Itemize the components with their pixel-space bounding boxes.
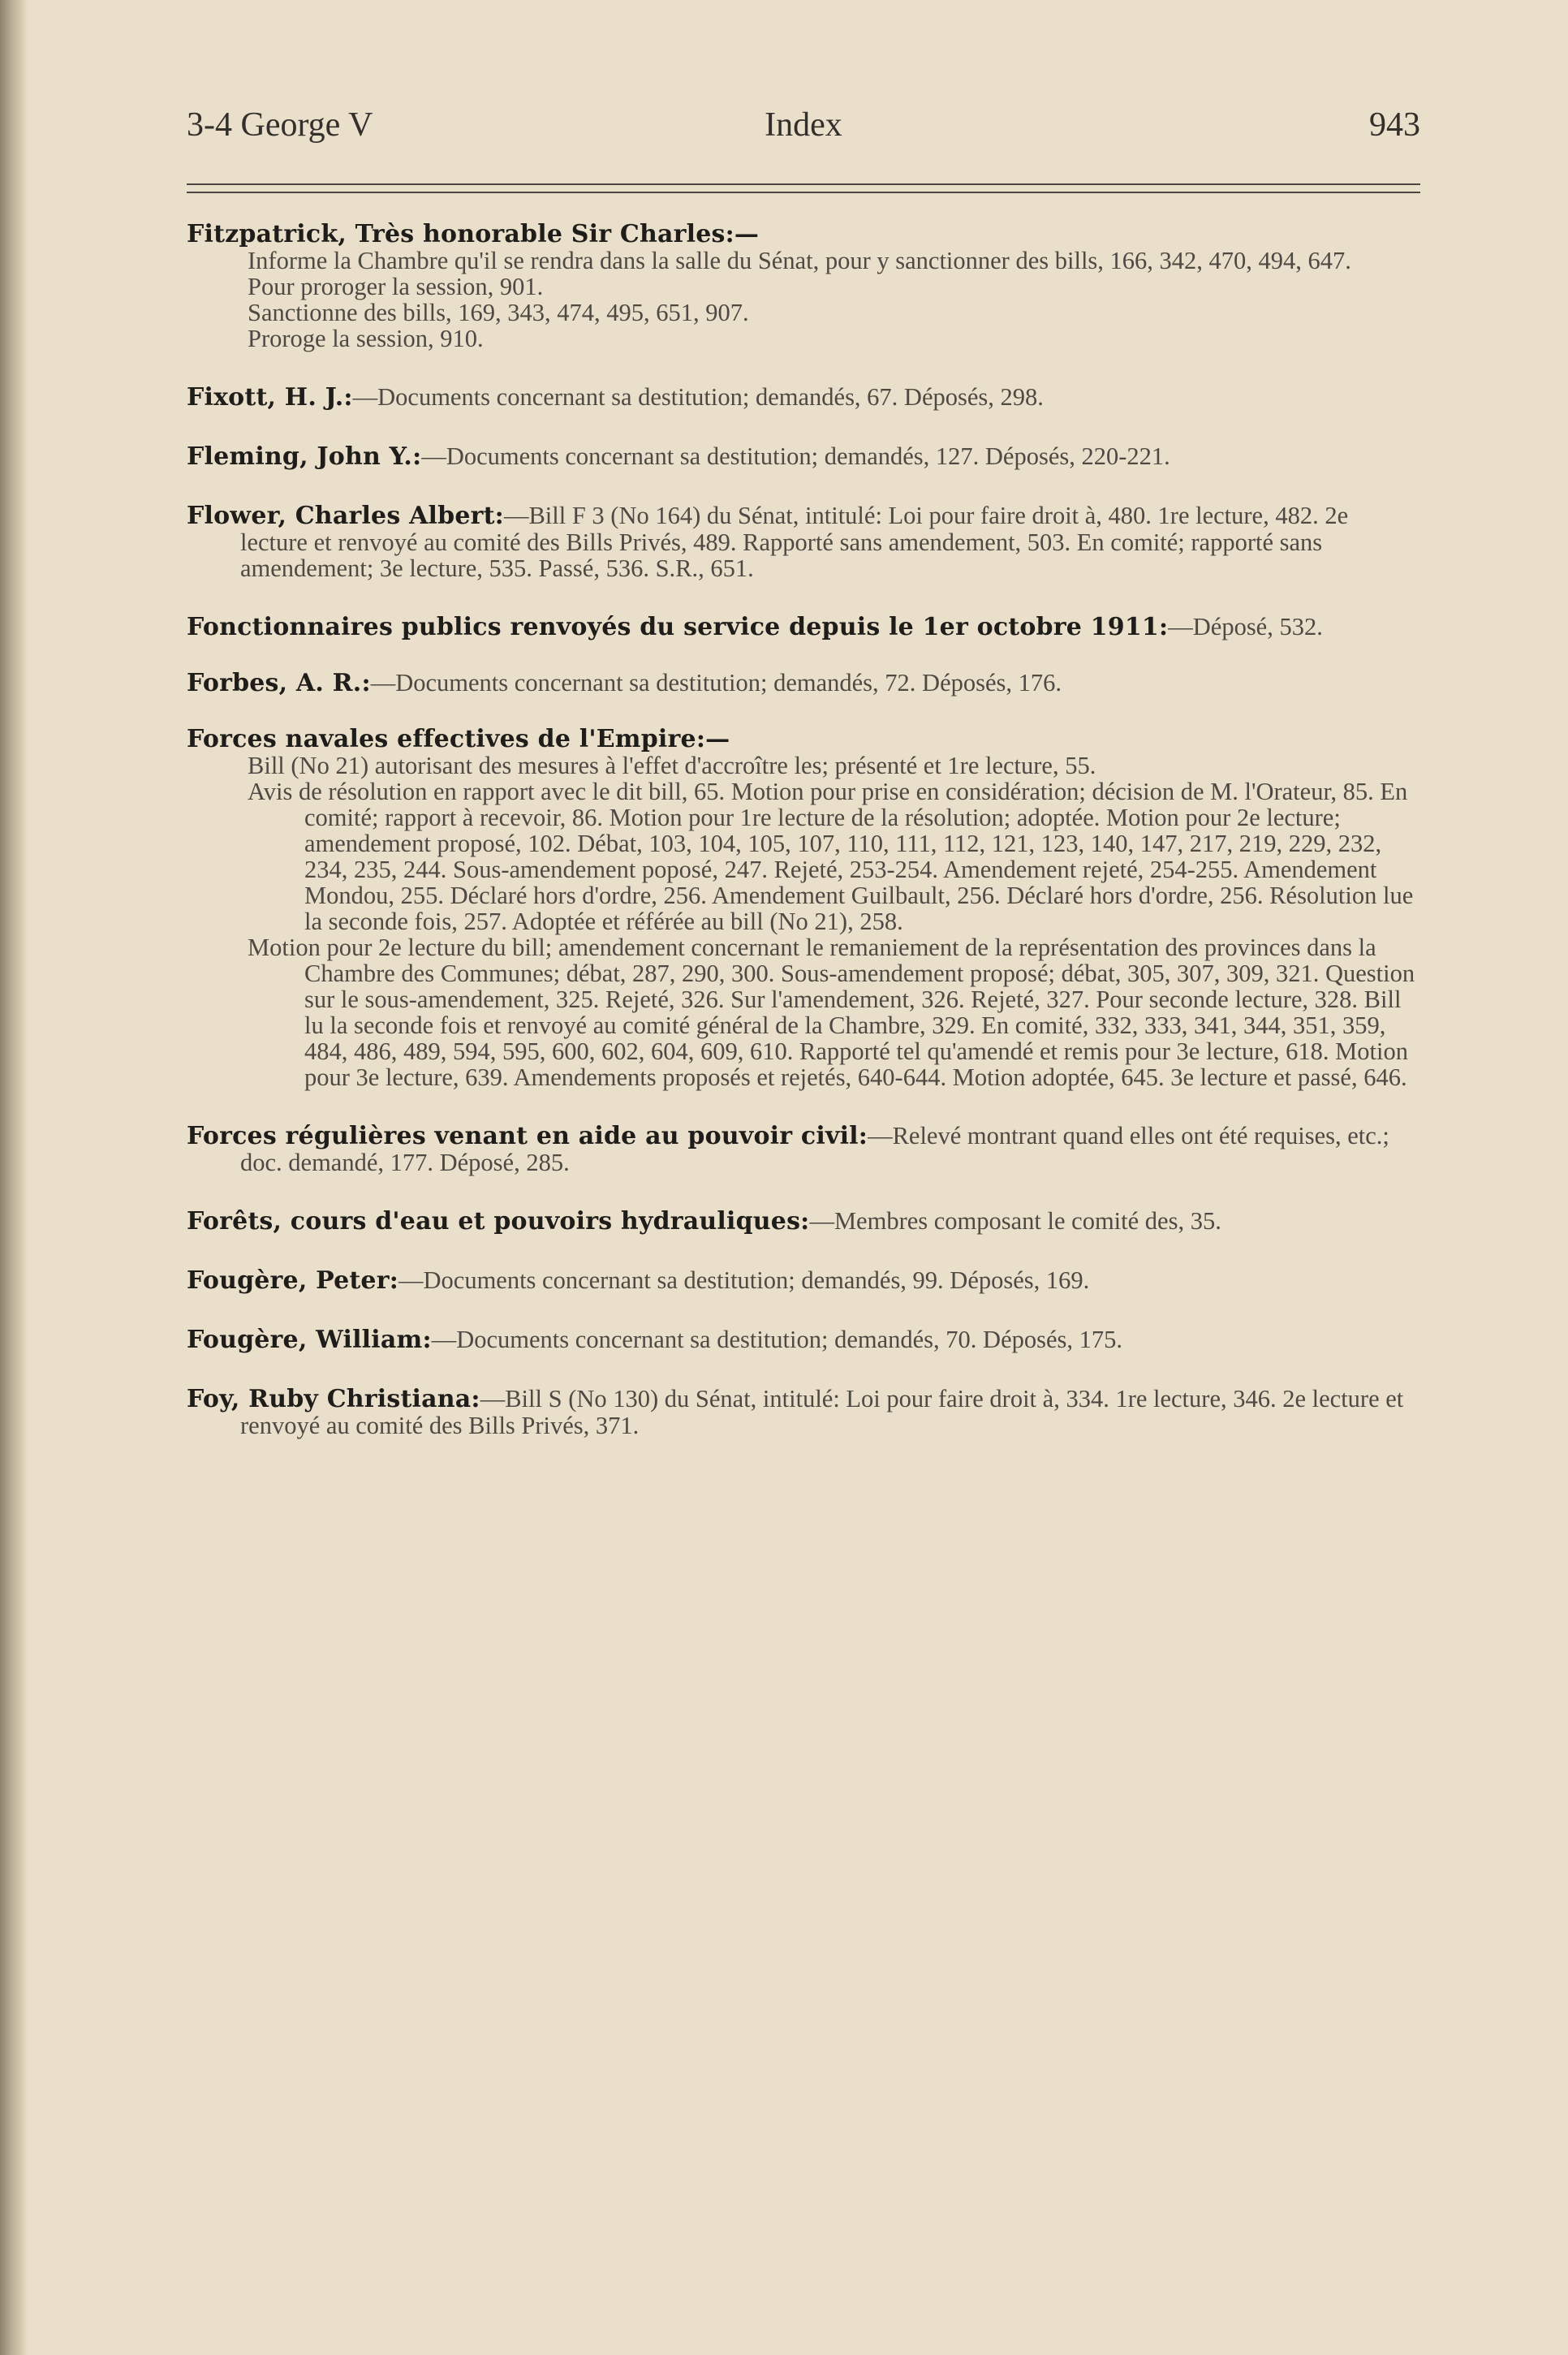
book-binding-shadow (0, 0, 28, 2355)
entry-subitem: Motion pour 2e lecture du bill; amendement concernant le remaniement de la représentation des provinces dans la Chambre des Communes; débat, 287, 290, 300. Sous-amendement proposé; débat, 305, 307, 309, 321. Question sur le sous-amendement, 325. Rejeté, 326. Sur l'amendement, 326. Rejeté, 327. Pour seconde lecture, 328. Bill lu la seconde fois et renvoyé au comité général de la Chambre, 329. En comité, 332, 333, 341, 344, 351, 359, 484, 486, 489, 594, 595, 600, 602, 604, 609, 610. Rapporté tel qu'amendé et remis pour 3e lecture, 618. Motion pour 3e lecture, 639. Amendements proposés et rejetés, 640-644. Motion adoptée, 645. 3e lecture et passé, 646. (248, 934, 1415, 1091)
entry-text: —Bill F 3 (No 164) du Sénat, intitulé: Loi pour faire droit à, 480. 1re lecture, 482. 2e lecture et renvoyé au comité des Bills Privés, 489. Rapporté sans amendement, 503. En comité; rapporté sans amendement; 3e lecture, 535. Passé, 536. S.R., 651. (240, 502, 1349, 582)
entry-subitem: Avis de résolution en rapport avec le dit bill, 65. Motion pour prise en considération; décision de M. l'Orateur, 85. En comité; rapport à recevoir, 86. Motion pour 1re lecture de la résolution; adoptée. Motion pour 2e lecture; amendement proposé, 102. Débat, 103, 104, 105, 107, 110, 111, 112, 121, 123, 140, 147, 217, 219, 229, 232, 234, 235, 244. Sous-amendement poposé, 247. Rejeté, 253-254. Amendement rejeté, 254-255. Amendement Mondou, 255. Déclaré hors d'ordre, 256. Amendement Guilbault, 256. Déclaré hors d'ordre, 256. Résolution lue la seconde fois, 257. Adoptée et référée au bill (No 21), 258. (248, 778, 1414, 935)
index-entry (187, 614, 1420, 641)
index-entry (187, 726, 1420, 1090)
index-entry (187, 1123, 1420, 1175)
entry-text: —Documents concernant sa destitution; demandés, 127. Déposés, 220-221. (421, 442, 1170, 470)
entry-subitem: Informe la Chambre qu'il se rendra dans la salle du Sénat, pour y sanctionner des bills, 166, 342, 470, 494, 647. (248, 247, 1351, 274)
entry-subitem: Sanctionne des bills, 169, 343, 474, 495, 651, 907. (248, 299, 749, 326)
entry-text: —Membres composant le comité des, 35. (809, 1207, 1221, 1235)
entry-name: Forêts, cours d'eau et pouvoirs hydrauliques: (187, 1207, 810, 1236)
entry-subitem: Pour proroger la session, 901. (248, 273, 544, 300)
entry-name: Fougère, Peter: (187, 1266, 398, 1295)
entry-name: Forces régulières venant en aide au pouvoir civil: (187, 1122, 868, 1150)
entry-name: Fixott, H. J.: (187, 383, 353, 412)
header-volume: 3-4 George V (187, 106, 373, 144)
page-number: 943 (1369, 106, 1420, 144)
entry-text: —Documents concernant sa destitution; demandés, 67. Déposés, 298. (352, 383, 1044, 411)
index-entry (187, 443, 1420, 470)
entry-subitem: Proroge la session, 910. (248, 325, 484, 352)
running-header (187, 106, 1420, 154)
entry-text: —Déposé, 532. (1168, 613, 1323, 641)
entry-name: Fougère, William: (187, 1326, 432, 1354)
entry-text: —Documents concernant sa destitution; demandés, 99. Déposés, 169. (398, 1266, 1090, 1294)
entry-subitem: Bill (No 21) autorisant des mesures à l'effet d'accroître les; présenté et 1re lecture, 55. (248, 752, 1096, 779)
entry-name: Fleming, John Y.: (187, 442, 422, 471)
index-entry (187, 384, 1420, 411)
index-entry (187, 1208, 1420, 1235)
entry-name: Flower, Charles Albert: (187, 502, 504, 530)
index-entry (187, 1386, 1420, 1438)
entry-name: Foy, Ruby Christiana: (187, 1385, 480, 1413)
entry-text: —Documents concernant sa destitution; demandés, 72. Déposés, 176. (370, 669, 1062, 697)
entry-text: —Relevé montrant quand elles ont été requises, etc.; doc. demandé, 177. Déposé, 285. (240, 1122, 1389, 1176)
index-entry (187, 502, 1420, 581)
header-title: Index (765, 106, 842, 144)
index-entry (187, 221, 1420, 352)
index-entries (187, 221, 1420, 1471)
entry-text: —Documents concernant sa destitution; demandés, 70. Déposés, 175. (431, 1326, 1123, 1353)
entry-name: Fonctionnaires publics renvoyés du service depuis le 1er octobre 1911: (187, 613, 1169, 641)
entry-text: —Bill S (No 130) du Sénat, intitulé: Loi pour faire droit à, 334. 1re lecture, 346. 2e lecture et renvoyé au comité des Bills Privés, 371. (240, 1385, 1404, 1439)
entry-name: Forces navales effectives de l'Empire:— (187, 725, 730, 753)
index-entry (187, 670, 1420, 697)
entry-name: Forbes, A. R.: (187, 669, 371, 697)
header-double-rule (187, 183, 1420, 193)
index-entry (187, 1267, 1420, 1294)
entry-name: Fitzpatrick, Très honorable Sir Charles:— (187, 220, 760, 248)
index-entry (187, 1326, 1420, 1353)
